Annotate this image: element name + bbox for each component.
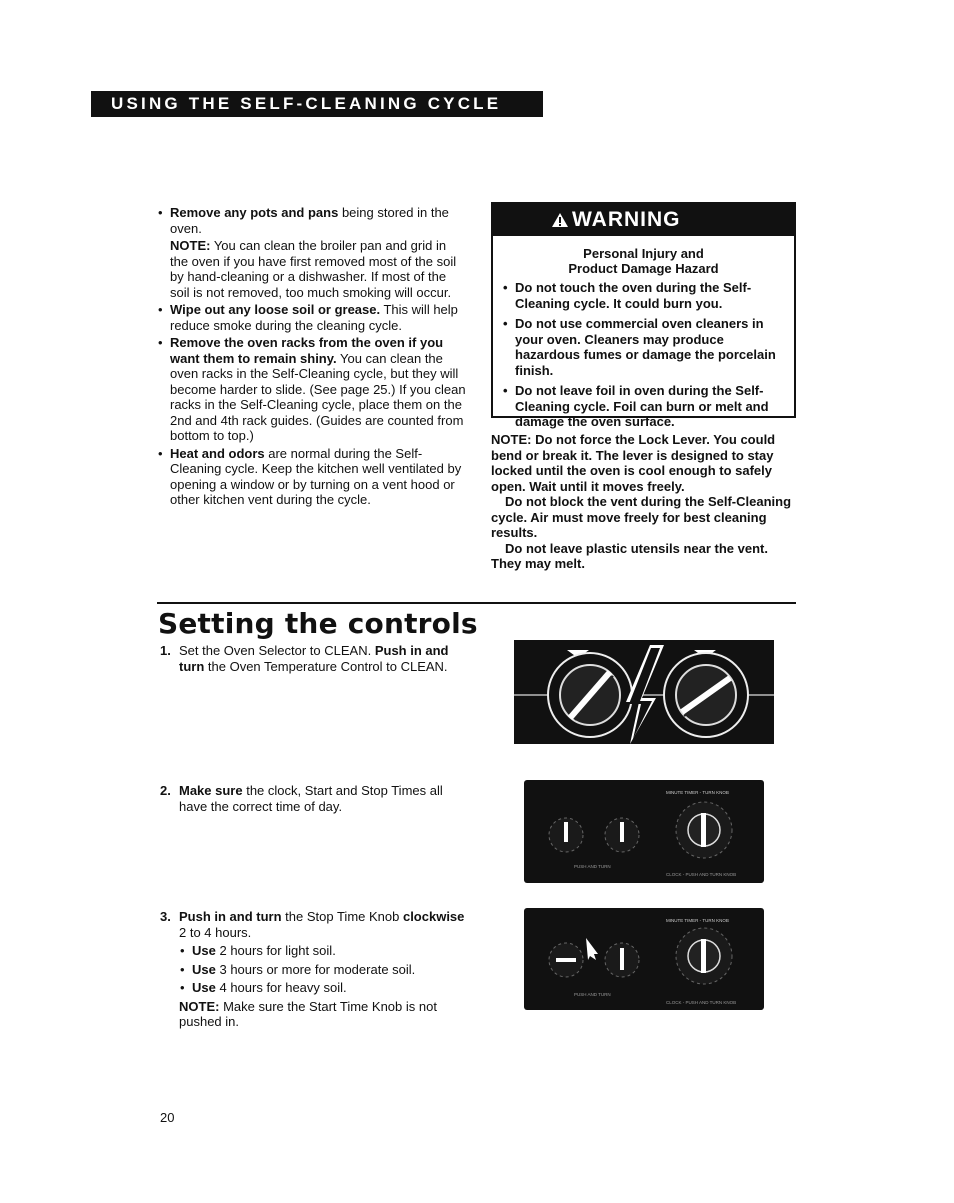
list-item-wipe-soil: • Wipe out any loose soil or grease. This will help reduce smoke during the cleaning cycle. bbox=[157, 302, 467, 333]
warning-item: • Do not leave foil in oven during the Self-Cleaning cycle. Foil can burn or melt and damage the oven surface. bbox=[502, 383, 782, 430]
panel-label: PUSH AND TURN bbox=[574, 864, 611, 869]
list-item-remove-pots: • Remove any pots and pans being stored in the oven. bbox=[157, 205, 467, 236]
header-title: USING THE SELF-CLEANING CYCLE bbox=[111, 94, 502, 113]
stop-time-panel-illustration bbox=[524, 908, 764, 1010]
warning-header bbox=[493, 204, 794, 236]
clock-panel-illustration bbox=[524, 780, 764, 883]
left-column bbox=[157, 205, 467, 510]
note-vent: Do not block the vent during the Self-Cleaning cycle. Air must move freely for best cleaning results. bbox=[491, 494, 792, 540]
step-1: 1. Set the Oven Selector to CLEAN. Push in and turn the Oven Temperature Control to CLEAN. bbox=[160, 643, 449, 674]
warning-item: • Do not touch the oven during the Self-Cleaning cycle. It could burn you. bbox=[502, 280, 782, 311]
panel-label: CLOCK - PUSH AND TURN KNOB bbox=[666, 1000, 737, 1005]
panel-label: MINUTE TIMER - TURN KNOB bbox=[666, 790, 729, 795]
panel-label: MINUTE TIMER - TURN KNOB bbox=[666, 918, 729, 923]
note-plastic: Do not leave plastic utensils near the vent. They may melt. bbox=[491, 540, 768, 571]
step-number: 1. bbox=[160, 643, 171, 658]
step-3: 3. Push in and turn the Stop Time Knob clockwise 2 to 4 hours. • Use 2 hours for light soil. • Use 3 hours or more for moderate soil. • Use 4 hours for heavy soil. NOTE: Make sure the Start Time Knob is not pushed in. bbox=[160, 909, 470, 1030]
warning-title: WARNING bbox=[572, 208, 681, 231]
list-item-heat-odors: • Heat and odors are normal during the Self-Cleaning cycle. Keep the kitchen well ventilated by opening a window or by turning on a vent hood or other kitchen vent during the cycle. bbox=[157, 446, 467, 508]
list-item-remove-racks: • Remove the oven racks from the oven if you want them to remain shiny. You can clean the oven racks in the Self-Cleaning cycle, but they will become harder to slide. (See page 25.) If you clean racks in the Self-Cleaning cycle, place them on the 2nd and 4th rack guides. (Guides are counted from bottom to top.) bbox=[157, 335, 467, 444]
page-header bbox=[91, 91, 543, 117]
section-divider bbox=[157, 602, 796, 604]
section-title: Setting the controls bbox=[158, 607, 478, 640]
step-number: 2. bbox=[160, 783, 171, 798]
step-number: 3. bbox=[160, 909, 171, 924]
list-item: • Use 4 hours for heavy soil. bbox=[179, 980, 470, 996]
list-item: • Use 2 hours for light soil. bbox=[179, 943, 470, 959]
warning-item: • Do not use commercial oven cleaners in your oven. Cleaners may produce hazardous fumes or damage the porcelain finish. bbox=[502, 316, 782, 378]
warning-list bbox=[493, 280, 794, 430]
note-broiler: NOTE: You can clean the broiler pan and grid in the oven if you have first removed most of the soil by hand-cleaning or a dishwasher. If most of the soil is not removed, too much smoking will occur. bbox=[170, 238, 457, 300]
note-lock-lever: NOTE: Do not force the Lock Lever. You could bend or break it. The lever is designed to stay locked until the oven is cool enough to safely open. Wait until it moves freely. bbox=[491, 432, 776, 494]
list-item: • Use 3 hours or more for moderate soil. bbox=[179, 962, 470, 978]
warning-box bbox=[491, 202, 796, 429]
right-notes bbox=[491, 432, 791, 572]
panel-label: PUSH AND TURN bbox=[574, 992, 611, 997]
oven-knobs-illustration bbox=[514, 640, 774, 744]
warning-triangle-icon bbox=[551, 212, 569, 228]
page-number: 20 bbox=[160, 1110, 175, 1125]
warning-subtitle: Personal Injury and Product Damage Hazard bbox=[568, 246, 719, 276]
step-2: 2. Make sure the clock, Start and Stop Times all have the correct time of day. bbox=[160, 783, 443, 814]
panel-label: CLOCK - PUSH AND TURN KNOB bbox=[666, 872, 737, 877]
